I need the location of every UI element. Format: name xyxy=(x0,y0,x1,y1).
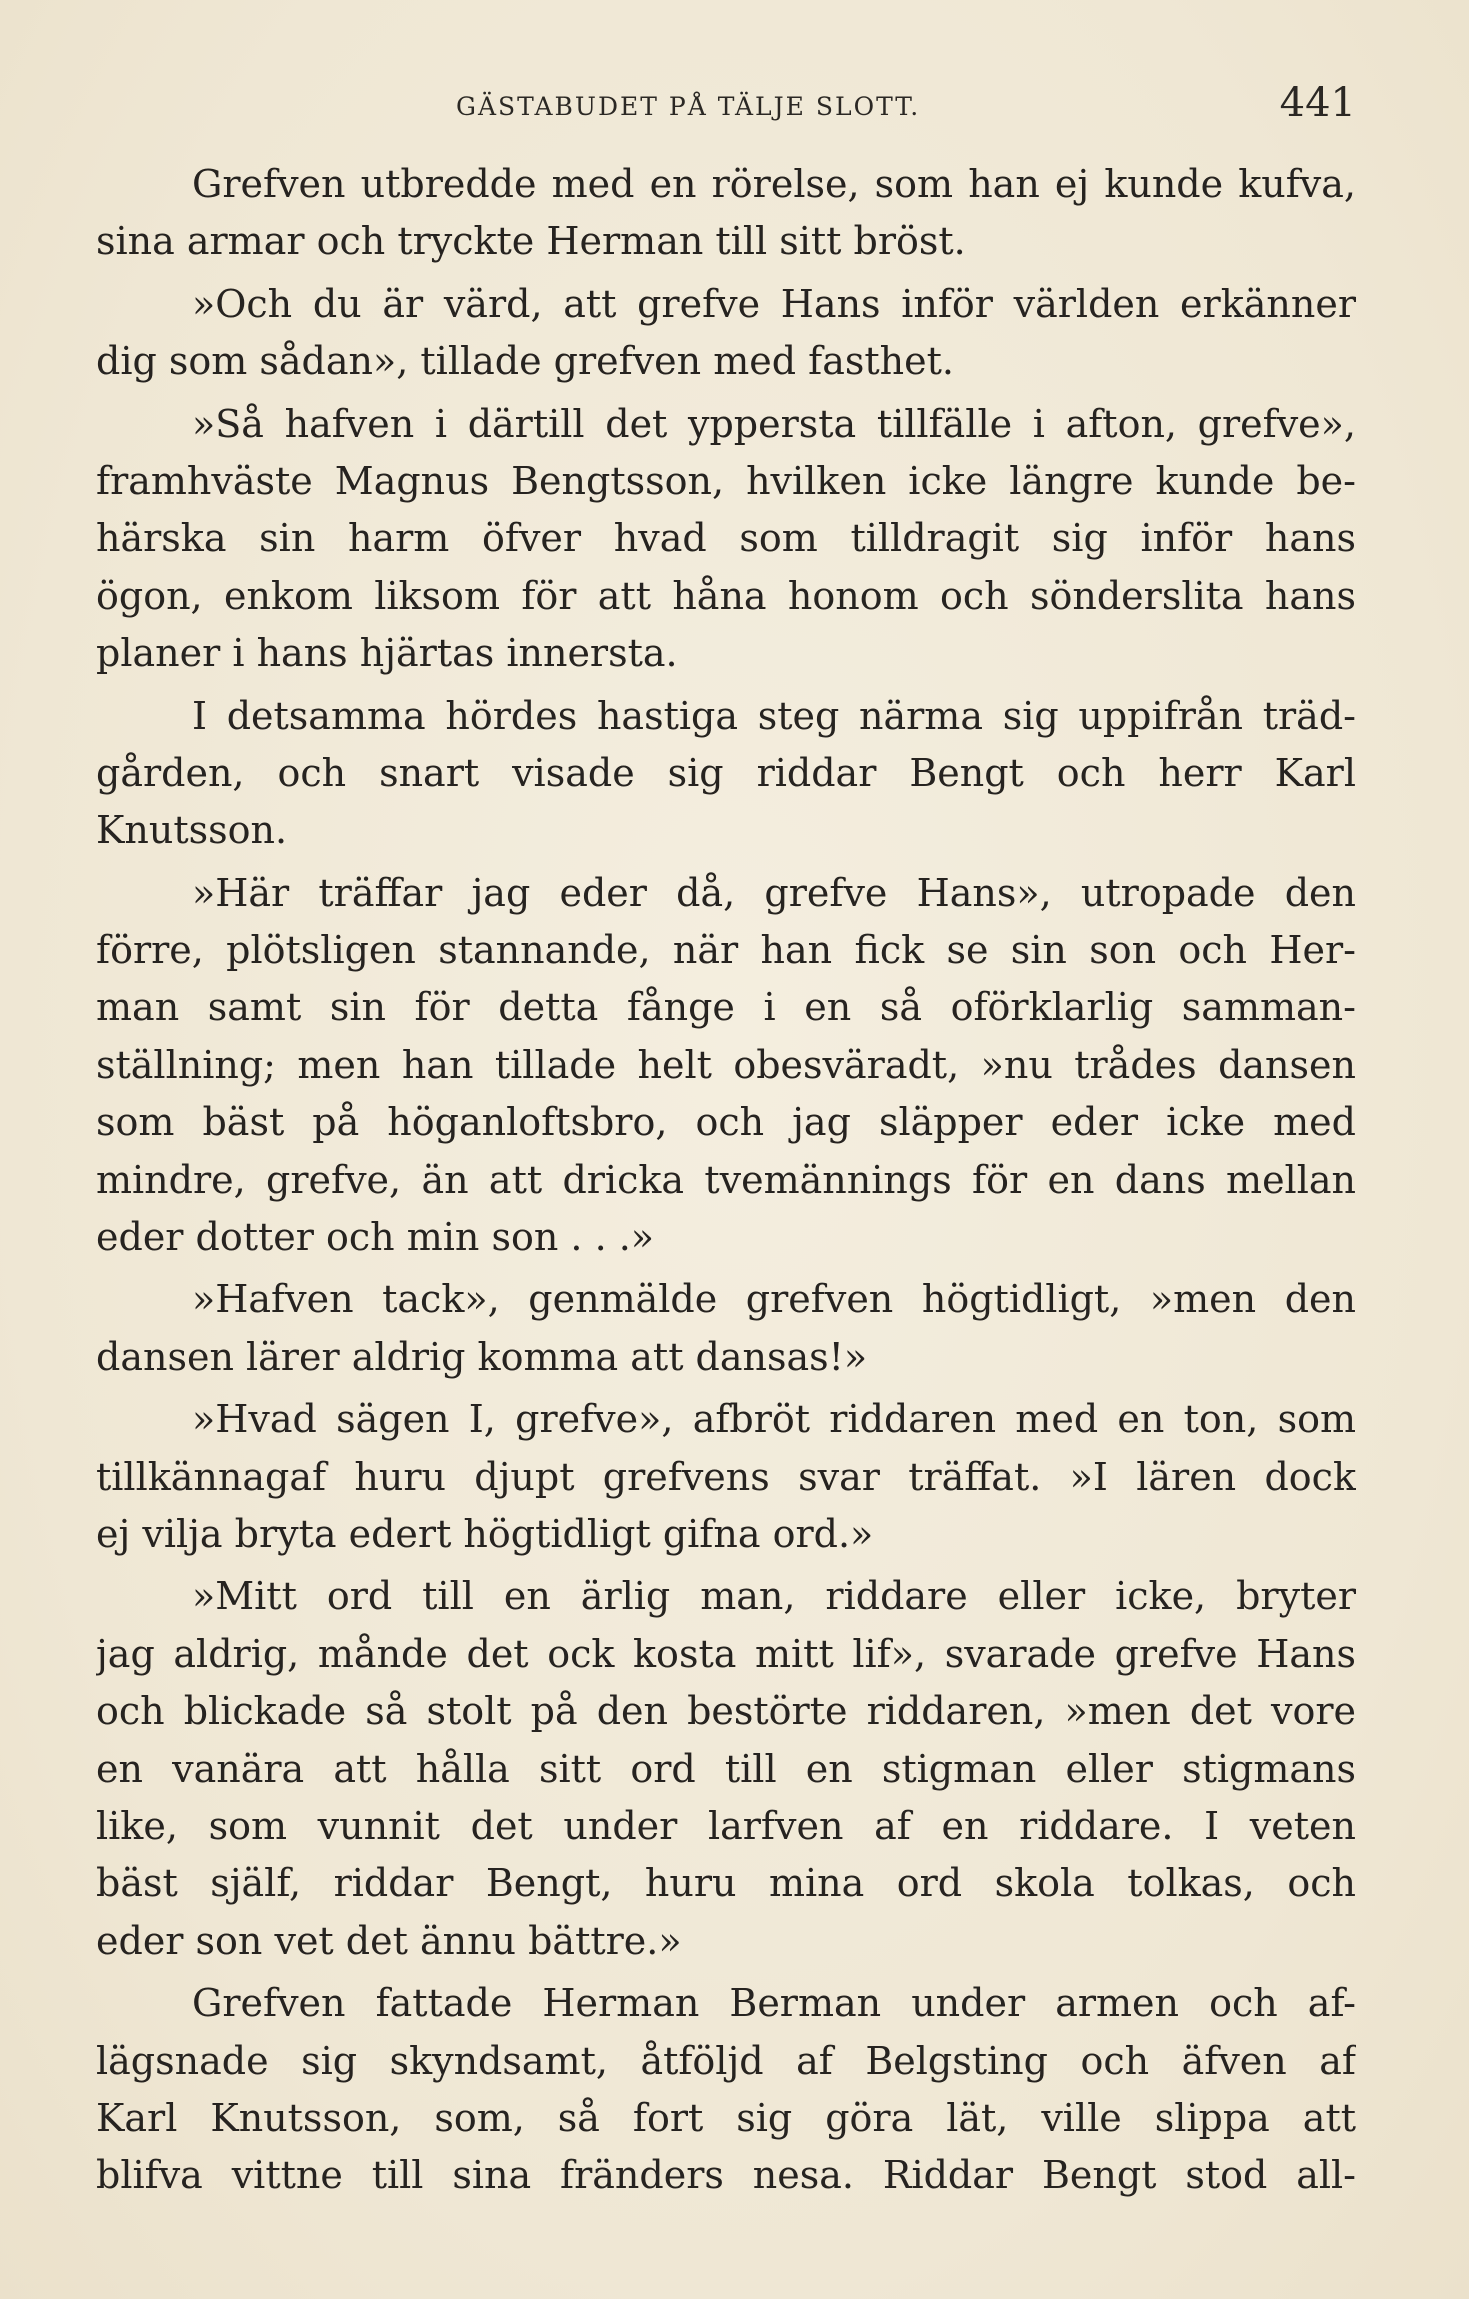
text-line: »Och du är värd, att grefve Hans inför världen erkänner xyxy=(192,281,1356,326)
paragraph xyxy=(96,865,1356,1267)
text-line: Karl Knutsson, som, så fort sig göra lät, ville slippa att xyxy=(96,2095,1356,2140)
text-line: Grefven fattade Herman Berman under armen och af- xyxy=(192,1981,1356,2026)
text-line: som bäst på höganloftsbro, och jag släpper eder icke med xyxy=(96,1100,1356,1145)
text-line: ögon, enkom liksom för att håna honom och sönderslita hans xyxy=(96,573,1356,618)
text-line: lägsnade sig skyndsamt, åtföljd af Belgsting och äfven af xyxy=(96,2038,1356,2083)
text-line: ställning; men han tillade helt obesväradt, »nu trådes dansen xyxy=(96,1042,1356,1087)
text-line: jag aldrig, månde det ock kosta mitt lif», svarade grefve Hans xyxy=(96,1631,1356,1676)
text-line: bäst själf, riddar Bengt, huru mina ord skola tolkas, och xyxy=(96,1861,1356,1906)
text-line: »Hafven tack», genmälde grefven högtidligt, »men den xyxy=(192,1277,1356,1322)
chapter-title: GÄSTABUDET PÅ TÄLJE SLOTT. xyxy=(456,92,921,121)
text-line: gården, och snart visade sig riddar Bengt och herr Karl xyxy=(96,750,1356,795)
text-line: och blickade så stolt på den bestörte riddaren, »men det vore xyxy=(96,1689,1356,1734)
paragraph xyxy=(96,276,1356,391)
text-line: Knutsson. xyxy=(96,808,288,853)
text-line: »Här träffar jag eder då, grefve Hans», utropade den xyxy=(192,870,1356,915)
text-line: blifva vittne till sina fränders nesa. Riddar Bengt stod all- xyxy=(96,2153,1356,2198)
text-line: dansen lärer aldrig komma att dansas!» xyxy=(96,1334,868,1379)
text-line: »Mitt ord till en ärlig man, riddare eller icke, bryter xyxy=(192,1574,1356,1619)
text-line: sina armar och tryckte Herman till sitt bröst. xyxy=(96,219,966,264)
text-line: »Så hafven i därtill det yppersta tillfälle i afton, grefve», xyxy=(192,401,1356,446)
text-line: mindre, grefve, än att dricka tvemännings för en dans mellan xyxy=(96,1157,1356,1202)
text-line: man samt sin för detta fånge i en så oförklarlig samman- xyxy=(96,985,1356,1030)
text-line: eder dotter och min son . . .» xyxy=(96,1215,655,1260)
text-line: Grefven utbredde med en rörelse, som han ej kunde kufva, xyxy=(192,162,1356,206)
text-line: like, som vunnit det under larfven af en riddare. I veten xyxy=(96,1803,1356,1848)
running-header xyxy=(96,80,1356,130)
paragraph xyxy=(96,156,1356,271)
page-number: 441 xyxy=(1279,80,1356,126)
text-line: förre, plötsligen stannande, när han fick se sin son och Her- xyxy=(96,928,1356,973)
paragraph xyxy=(96,396,1356,683)
text-line: en vanära att hålla sitt ord till en stigman eller stigmans xyxy=(96,1746,1356,1791)
text-line: eder son vet det ännu bättre.» xyxy=(96,1918,682,1963)
paragraph xyxy=(96,1568,1356,1970)
text-line: planer i hans hjärtas innersta. xyxy=(96,631,678,676)
text-line: tillkännagaf huru djupt grefvens svar träffat. »I lären dock xyxy=(96,1454,1356,1499)
paragraph xyxy=(96,1391,1356,1563)
text-line: ej vilja bryta edert högtidligt gifna ord.» xyxy=(96,1511,874,1556)
paragraph xyxy=(96,1271,1356,1386)
paragraph xyxy=(96,1975,1356,2205)
text-line: härska sin harm öfver hvad som tilldragit sig inför hans xyxy=(96,516,1356,561)
text-line: »Hvad sägen I, grefve», afbröt riddaren med en ton, som xyxy=(192,1397,1356,1442)
text-line: framhväste Magnus Bengtsson, hvilken icke längre kunde be- xyxy=(96,458,1356,503)
text-line: I detsamma hördes hastiga steg närma sig uppifrån träd- xyxy=(192,693,1356,738)
body-text xyxy=(96,156,1356,2205)
text-line: dig som sådan», tillade grefven med fasthet. xyxy=(96,339,954,384)
paragraph xyxy=(96,688,1356,860)
